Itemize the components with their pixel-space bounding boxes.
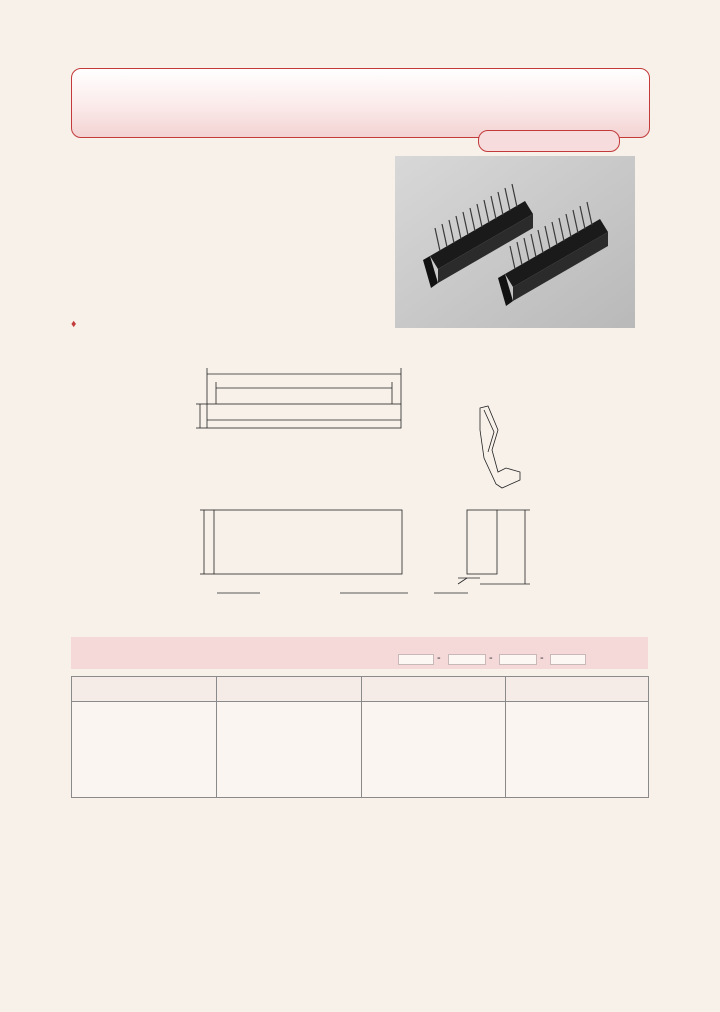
order-slot-box [398,654,434,665]
order-slot-box [550,654,586,665]
order-slot-box [499,654,537,665]
order-table [71,676,649,798]
diamond-bullet-icon: ♦ [71,318,77,330]
column-header [72,677,217,702]
order-dash: - [489,652,493,664]
mating-line [71,318,76,330]
contact-count-cell [72,702,217,798]
column-header [506,677,649,702]
contact-material-cell [217,702,362,798]
order-slot-box [448,654,486,665]
technical-drawing [180,360,560,605]
order-dash: - [437,652,441,664]
order-table-body-row [72,702,649,798]
column-header [362,677,506,702]
contact-plating-cell [362,702,506,798]
connector-photo-illustration [395,156,635,328]
order-dash: - [540,652,544,664]
pitch-badge [478,130,620,152]
order-table-header-row [72,677,649,702]
insulator-color-cell [506,702,649,798]
column-header [217,677,362,702]
product-photo [395,156,635,328]
title-banner [71,68,650,138]
